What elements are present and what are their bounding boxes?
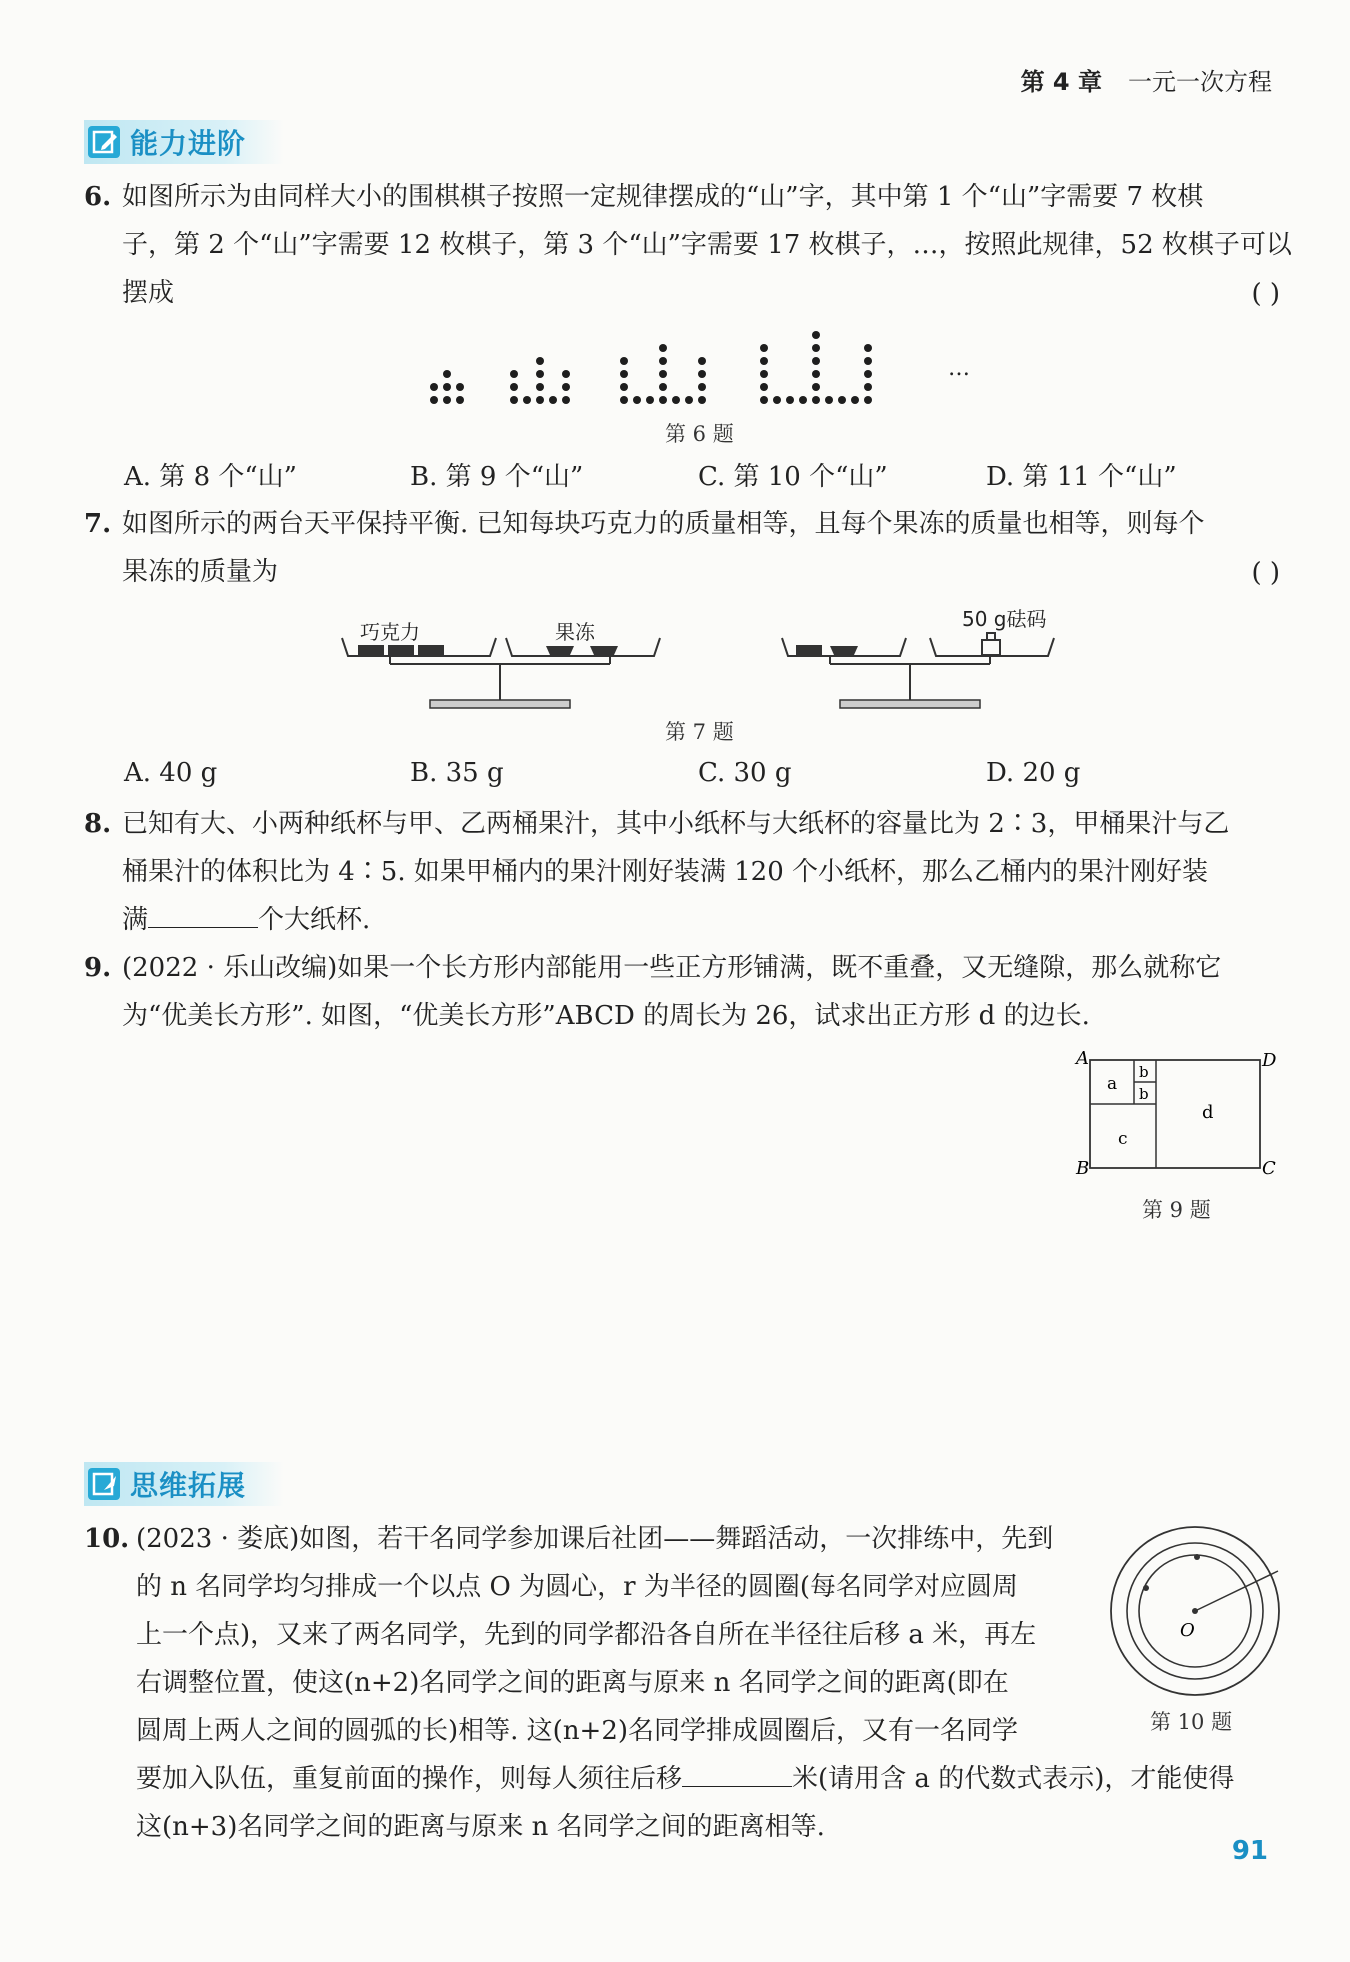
chess-piece-dot	[620, 370, 628, 378]
vertex-C: C	[1262, 1158, 1276, 1179]
text-after-blank: 米(请用含 a 的代数式表示)，才能使得	[792, 1764, 1235, 1794]
chess-piece-dot	[864, 383, 872, 391]
option-b: B. 35 g	[410, 758, 504, 788]
chess-piece-dot	[562, 383, 570, 391]
question-7-line2: 果冻的质量为	[122, 557, 279, 587]
answer-bracket: ( )	[1251, 279, 1280, 309]
beautiful-rectangle-figure	[1070, 1046, 1290, 1186]
chess-piece-dot	[620, 396, 628, 404]
figure-caption: 第 7 题	[665, 720, 734, 744]
question-number: 10.	[84, 1524, 130, 1554]
label-jelly: 果冻	[555, 620, 595, 644]
chess-piece-dot	[536, 370, 544, 378]
chess-piece-dot	[698, 383, 706, 391]
chess-piece-dot	[659, 344, 667, 352]
text-before-blank: 满	[122, 905, 149, 935]
square-b-top: b	[1139, 1063, 1149, 1081]
chess-piece-dot	[685, 396, 693, 404]
vertex-D: D	[1262, 1050, 1277, 1071]
chess-piece-dot	[786, 396, 794, 404]
question-text: (2023 · 娄底)如图，若干名同学参加课后社团——舞蹈活动，一次排练中，先到	[136, 1524, 1054, 1554]
square-c: c	[1118, 1129, 1128, 1149]
chess-piece-dot	[510, 370, 518, 378]
question-10-line2: 的 n 名同学均匀排成一个以点 O 为圆心，r 为半径的圆圈(每名同学对应圆周	[136, 1572, 1018, 1602]
square-d: d	[1202, 1102, 1214, 1123]
chess-piece-dot	[646, 396, 654, 404]
chess-piece-dot	[443, 370, 451, 378]
shan-dot-figure	[430, 320, 970, 420]
ellipsis: …	[948, 356, 970, 381]
chess-piece-dot	[536, 396, 544, 404]
text-before-blank: 要加入队伍，重复前面的操作，则每人须往后移	[136, 1764, 683, 1794]
chess-piece-dot	[633, 396, 641, 404]
chess-piece-dot	[659, 383, 667, 391]
chess-piece-dot	[760, 344, 768, 352]
chess-piece-dot	[838, 396, 846, 404]
figure-caption: 第 9 题	[1142, 1198, 1211, 1222]
question-text: (2022 · 乐山改编)如果一个长方形内部能用一些正方形铺满，既不重叠，又无缝隙，那么就称它	[122, 953, 1222, 983]
chess-piece-dot	[773, 396, 781, 404]
chess-piece-dot	[510, 396, 518, 404]
vertex-A: A	[1076, 1048, 1089, 1069]
question-8	[84, 800, 1284, 848]
balance-scale-right	[782, 633, 1054, 708]
chess-piece-dot	[812, 331, 820, 339]
question-text: 如图所示为由同样大小的围棋棋子按照一定规律摆成的“山”字，其中第 1 个“山”字需要 7 枚棋	[122, 182, 1204, 212]
chess-piece-dot	[510, 383, 518, 391]
chess-piece-dot	[659, 357, 667, 365]
center-O: O	[1180, 1620, 1195, 1641]
question-6-line3: 摆成	[122, 278, 175, 308]
chess-piece-dot	[523, 396, 531, 404]
label-chocolate: 巧克力	[360, 620, 420, 644]
question-7	[84, 500, 1284, 548]
chess-piece-dot	[620, 357, 628, 365]
chess-piece-dot	[536, 357, 544, 365]
square-a: a	[1107, 1074, 1118, 1094]
question-9	[84, 944, 1284, 992]
chess-piece-dot	[760, 357, 768, 365]
option-a: A. 第 8 个“山”	[124, 462, 297, 492]
question-6-line2: 子，第 2 个“山”字需要 12 枚棋子，第 3 个“山”字需要 17 枚棋子，…，按照此规律，52 枚棋子可以	[122, 230, 1292, 260]
question-text: 已知有大、小两种纸杯与甲、乙两桶果汁，其中小纸杯与大纸杯的容量比为 2∶3，甲桶果汁与乙	[122, 809, 1230, 839]
chess-piece-dot	[825, 396, 833, 404]
question-10-line5: 圆周上两人之间的圆弧的长)相等. 这(n+2)名同学排成圆圈后，又有一名同学	[136, 1716, 1019, 1746]
question-10-line6	[136, 1755, 1234, 1803]
chess-piece-dot	[812, 383, 820, 391]
chess-piece-dot	[864, 357, 872, 365]
chess-piece-dot	[659, 370, 667, 378]
chess-piece-dot	[430, 396, 438, 404]
chess-piece-dot	[456, 396, 464, 404]
question-6	[84, 173, 1284, 221]
section-title-ability: 能力进阶	[130, 127, 247, 160]
chapter-title: 一元一次方程	[1128, 68, 1272, 96]
chess-piece-dot	[549, 396, 557, 404]
chess-piece-dot	[659, 396, 667, 404]
question-10	[84, 1515, 1084, 1563]
concentric-circles-figure	[1100, 1516, 1290, 1706]
chess-piece-dot	[698, 370, 706, 378]
chess-piece-dot	[864, 344, 872, 352]
chess-piece-dot	[812, 370, 820, 378]
chess-piece-dot	[672, 396, 680, 404]
answer-blank[interactable]	[682, 1764, 792, 1787]
option-c: C. 30 g	[698, 758, 792, 788]
option-c: C. 第 10 个“山”	[698, 462, 888, 492]
section-title-thinking: 思维拓展	[130, 1469, 247, 1502]
question-8-line3	[122, 896, 370, 944]
balance-scales-figure	[330, 600, 1070, 720]
question-number: 9.	[84, 953, 112, 983]
chess-piece-dot	[443, 383, 451, 391]
chess-piece-dot	[799, 396, 807, 404]
label-weight: 50 g砝码	[962, 607, 1047, 631]
chapter-header	[1021, 62, 1272, 97]
chess-piece-dot	[456, 383, 464, 391]
chess-piece-dot	[562, 370, 570, 378]
rocket-note-icon	[88, 1468, 120, 1500]
balance-scale-left	[342, 638, 660, 708]
chess-piece-dot	[864, 396, 872, 404]
answer-blank[interactable]	[148, 905, 258, 928]
option-b: B. 第 9 个“山”	[410, 462, 584, 492]
chess-piece-dot	[812, 344, 820, 352]
answer-bracket: ( )	[1251, 558, 1280, 588]
question-9-line2: 为“优美长方形”. 如图，“优美长方形”ABCD 的周长为 26，试求出正方形 d 的边长.	[122, 1001, 1090, 1031]
figure-caption: 第 10 题	[1150, 1710, 1233, 1734]
chess-piece-dot	[562, 396, 570, 404]
question-number: 7.	[84, 509, 112, 539]
question-10-line3: 上一个点)，又来了两名同学，先到的同学都沿各自所在半径往后移 a 米，再左	[136, 1620, 1037, 1650]
question-text: 如图所示的两台天平保持平衡. 已知每块巧克力的质量相等，且每个果冻的质量也相等，则每个	[122, 509, 1205, 539]
question-number: 6.	[84, 182, 112, 212]
question-number: 8.	[84, 809, 112, 839]
chess-piece-dot	[812, 357, 820, 365]
chess-piece-dot	[812, 396, 820, 404]
section-banner-thinking	[84, 1462, 284, 1506]
chess-piece-dot	[760, 370, 768, 378]
question-10-line7: 这(n+3)名同学之间的距离与原来 n 名同学之间的距离相等.	[136, 1812, 825, 1842]
chess-piece-dot	[536, 383, 544, 391]
chess-piece-dot	[760, 383, 768, 391]
question-10-line4: 右调整位置，使这(n+2)名同学之间的距离与原来 n 名同学之间的距离(即在	[136, 1668, 1009, 1698]
chess-piece-dot	[698, 357, 706, 365]
pencil-note-icon	[88, 126, 120, 158]
chess-piece-dot	[698, 396, 706, 404]
square-b-bottom: b	[1139, 1085, 1149, 1103]
page-number: 91	[1231, 1836, 1268, 1866]
chess-piece-dot	[620, 383, 628, 391]
chess-piece-dot	[864, 370, 872, 378]
section-banner-ability	[84, 120, 284, 164]
question-8-line2: 桶果汁的体积比为 4∶5. 如果甲桶内的果汁刚好装满 120 个小纸杯，那么乙桶内的果汁刚好装	[122, 857, 1209, 887]
chess-piece-dot	[430, 383, 438, 391]
figure-caption: 第 6 题	[665, 422, 734, 446]
chess-piece-dot	[443, 396, 451, 404]
vertex-B: B	[1076, 1158, 1090, 1179]
chapter-number: 第 4 章	[1020, 68, 1102, 96]
option-a: A. 40 g	[124, 758, 218, 788]
chess-piece-dot	[851, 396, 859, 404]
chess-piece-dot	[760, 396, 768, 404]
option-d: D. 20 g	[986, 758, 1081, 788]
option-d: D. 第 11 个“山”	[986, 462, 1177, 492]
text-after-blank: 个大纸杯.	[258, 905, 371, 935]
